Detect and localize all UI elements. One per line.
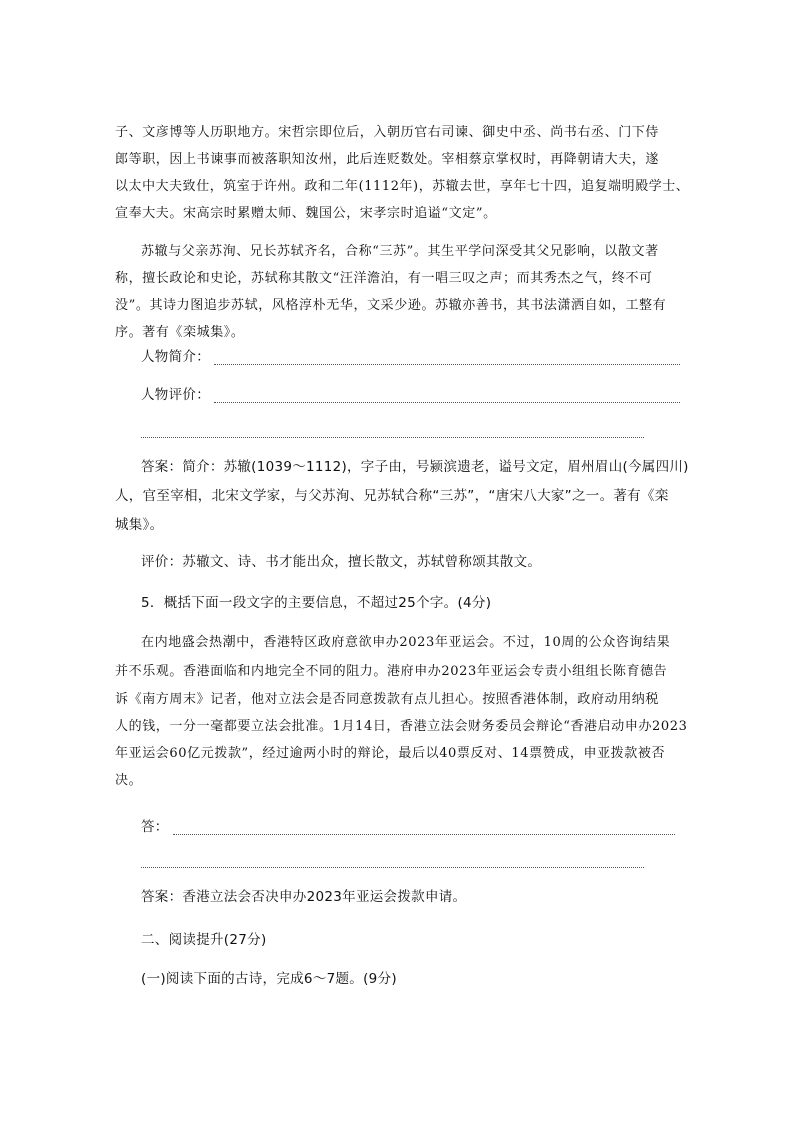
bio-line-1: 子、文彦博等人历职地方。宋哲宗即位后，入朝历官右司谏、御史中丞、尚书右丞、门下侍 [115, 125, 660, 140]
q5-passage-line-4: 人的钱，一分一毫都要立法会批准。1月14日，香港立法会财务委员会辩论“香港启动申办2023 [115, 719, 688, 734]
q5-passage-line-3: 诉《南方周末》记者，他对立法会是否同意拨款有点儿担心。按照香港体制，政府动用纳税 [115, 692, 660, 707]
eval-line-2: 称，擅长政论和史论，苏轼称其散文“汪洋澹泊，有一唱三叹之声；而其秀杰之气，终不可 [115, 271, 653, 286]
section2-heading: 二、阅读提升(27分) [141, 932, 267, 948]
bio-line-2: 郎等职，因上书谏事而被落职知汝州，此后连贬数处。宰相蔡京掌权时，再降朝请大夫，遂 [115, 152, 660, 167]
bio-line-3: 以太中大夫致仕，筑室于许州。政和二年(1112年)，苏辙去世，享年七十四，追复端明殿学士、 [115, 179, 690, 194]
intro-field-row [141, 345, 680, 365]
q5-answer-line[interactable] [173, 833, 675, 835]
intro-answer-line[interactable] [214, 363, 680, 365]
section2-subheading: (一)阅读下面的古诗，完成6～7题。(9分) [141, 971, 397, 987]
q5-answer-line-2[interactable] [141, 866, 644, 868]
eval-answer-line[interactable] [214, 401, 680, 403]
q4-answer-line-1: 答案：简介：苏辙(1039～1112)，字子由，号颍滨遗老，谥号文定，眉州眉山(今属四川) [141, 459, 689, 475]
q4-answer-line-2: 人，官至宰相，北宋文学家，与父苏洵、兄苏轼合称“三苏”，“唐宋八大家”之一。著有《栾 [115, 488, 669, 504]
eval-field-row [141, 383, 680, 403]
eval-line-4: 序。著有《栾城集》。 [115, 325, 245, 340]
eval-answer-line-2[interactable] [141, 436, 644, 438]
q5-answer-label: 答： [141, 819, 169, 835]
q5-passage-line-1: 在内地盛会热潮中，香港特区政府意欲申办2023年亚运会。不过，10周的公众咨询结果 [141, 635, 671, 650]
eval-line-1: 苏辙与父亲苏洵、兄长苏轼齐名，合称“三苏”。其生平学问深受其父兄影响，以散文著 [141, 244, 659, 259]
q5-passage-line-2: 并不乐观。香港面临和内地完全不同的阻力。港府申办2023年亚运会专责小组组长陈育德告 [115, 664, 668, 679]
eval-field-label: 人物评价： [141, 387, 210, 403]
q5-answer-row [141, 815, 675, 835]
q5-passage-line-6: 决。 [115, 773, 143, 788]
eval-line-3: 没”。其诗力图追步苏轼，风格淳朴无华，文采少逊。苏辙亦善书，其书法潇洒自如，工整有 [115, 298, 667, 313]
q5-answer: 答案：香港立法会否决申办2023年亚运会拨款申请。 [141, 889, 467, 905]
bio-line-4: 宣奉大夫。宋高宗时累赠太师、魏国公，宋孝宗时追谥“文定”。 [115, 206, 497, 221]
intro-field-label: 人物简介： [141, 349, 210, 365]
q4-answer-eval: 评价：苏辙文、诗、书才能出众，擅长散文，苏轼曾称颂其散文。 [141, 554, 542, 570]
q5-passage-line-5: 年亚运会60亿元拨款”，经过逾两小时的辩论，最后以40票反对、14票赞成，申亚拨款被否 [115, 746, 666, 761]
q4-answer-line-3: 城集》。 [115, 517, 164, 533]
q5-prompt: 5．概括下面一段文字的主要信息，不超过25个字。(4分) [141, 595, 492, 611]
